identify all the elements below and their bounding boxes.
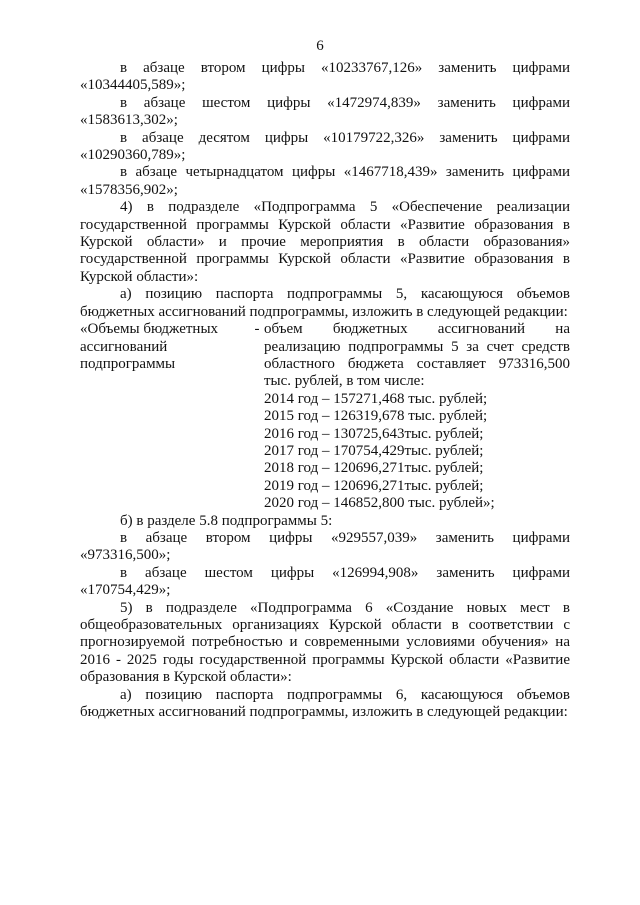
year-line: 2017 год – 170754,429тыс. рублей;: [264, 442, 484, 459]
amend-line-2-cont: «1583613,302»;: [80, 112, 178, 129]
item-4b-paragraph: б) в разделе 5.8 подпрограммы 5:: [120, 512, 333, 529]
amend-line-3: в абзаце десятом цифры «10179722,326» заменить цифрами: [120, 129, 570, 146]
amend-line-6: в абзаце шестом цифры «126994,908» заменить цифрами: [120, 564, 570, 581]
passport-dash: -: [254, 321, 260, 338]
amend-line-2: в абзаце шестом цифры «1472974,839» заменить цифрами: [120, 94, 570, 111]
amend-line-1-cont: «10344405,589»;: [80, 77, 186, 94]
amend-line-4-cont: «1578356,902»;: [80, 181, 178, 198]
passport-text: объем бюджетных ассигнований на реализацию подпрограммы 5 за счет средств областного бюджета составляет 973316,500 тыс. рублей, в том числе:: [264, 321, 570, 390]
year-line: 2018 год – 120696,271тыс. рублей;: [264, 460, 484, 477]
item-5-paragraph: 5) в подразделе «Подпрограмма 6 «Создание новых мест в общеобразовательных организациях Курской области в соответствии с прогнозируемой потребностью и современными условиями обучения» на 2016 - 2025 годы государственной программы Курской области «Развитие образования в Курской области»:: [80, 599, 570, 686]
item-5a-paragraph: а) позицию паспорта подпрограммы 6, касающуюся объемов бюджетных ассигнований подпрограммы, изложить в следующей редакции:: [80, 686, 570, 721]
amend-line-4: в абзаце четырнадцатом цифры «1467718,439» заменить цифрами: [120, 164, 570, 181]
passport-content: [264, 321, 570, 512]
passport-years: [264, 391, 570, 513]
year-line: 2016 год – 130725,643тыс. рублей;: [264, 425, 484, 442]
year-line: 2020 год – 146852,800 тыс. рублей»;: [264, 495, 495, 512]
year-line: 2015 год – 126319,678 тыс. рублей;: [264, 408, 488, 425]
amend-line-5-cont: «973316,500»;: [80, 547, 171, 564]
amend-line-1: в абзаце втором цифры «10233767,126» заменить цифрами: [120, 60, 570, 76]
amend-line-6-cont: «170754,429»;: [80, 582, 171, 599]
year-line: 2019 год – 120696,271тыс. рублей;: [264, 477, 484, 494]
item-4a-paragraph: а) позицию паспорта подпрограммы 5, касающуюся объемов бюджетных ассигнований подпрограммы, изложить в следующей редакции:: [80, 286, 570, 320]
page-number: 6: [316, 38, 324, 54]
passport-label: «Объемы бюджетных ассигнований подпрограммы: [80, 321, 219, 372]
amend-line-3-cont: «10290360,789»;: [80, 147, 186, 164]
amend-line-5: в абзаце втором цифры «929557,039» заменить цифрами: [120, 529, 570, 546]
passport-block: [80, 321, 570, 512]
year-line: 2014 год – 157271,468 тыс. рублей;: [264, 390, 488, 407]
item-4-paragraph: 4) в подразделе «Подпрограмма 5 «Обеспечение реализации государственной программы Курской области «Развитие образования в Курской области» и прочие мероприятия в области образования» государственной программы Курской области «Развитие образования в Курской области»:: [80, 199, 570, 285]
document-body: [80, 60, 570, 721]
